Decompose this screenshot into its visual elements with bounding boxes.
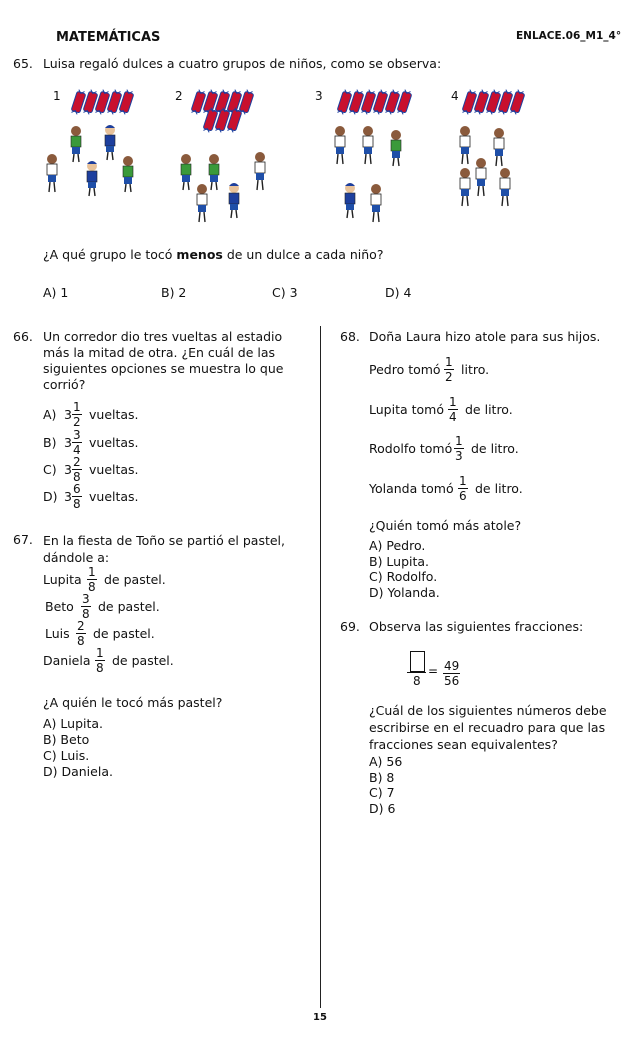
child-icon xyxy=(181,154,191,190)
q65-option-d[interactable]: D) 4 xyxy=(385,285,412,300)
q65-option-c[interactable]: C) 3 xyxy=(272,285,298,300)
q68-option-c[interactable]: C) Rodolfo. xyxy=(369,569,438,584)
q68-option-a[interactable]: A) Pedro. xyxy=(369,538,426,553)
child-icon xyxy=(71,126,81,162)
right-denominator: 56 xyxy=(444,674,460,688)
group-3-label: 3 xyxy=(315,89,323,103)
group-1-label: 1 xyxy=(53,89,61,103)
q69-option-d[interactable]: D) 6 xyxy=(369,801,396,816)
q68-question: ¿Quién tomó más atole? xyxy=(369,518,522,533)
q68-text: Doña Laura hizo atole para sus hijos. xyxy=(369,329,601,344)
equals-sign: = xyxy=(428,664,439,678)
q68-option-d[interactable]: D) Yolanda. xyxy=(369,585,440,600)
q66-text: Un corredor dio tres vueltas al estadio más la mitad de otra. ¿En cuál de las siguientes opciones se muestra lo que corrió? xyxy=(43,329,284,392)
exam-code: ENLACE.06_M1_4° xyxy=(516,30,622,42)
q65-number: 65. xyxy=(13,56,33,71)
child-icon xyxy=(460,126,470,164)
answer-box xyxy=(410,651,425,672)
right-numerator: 49 xyxy=(444,659,460,673)
q69-number: 69. xyxy=(340,619,360,634)
column-divider xyxy=(320,326,321,1008)
q69-option-c[interactable]: C) 7 xyxy=(369,785,395,800)
subject-title: MATEMÁTICAS xyxy=(56,30,161,45)
child-icon xyxy=(335,126,345,164)
group-1-illustration xyxy=(40,86,160,216)
group-3-illustration xyxy=(328,86,428,226)
q67-option-c[interactable]: C) Luis. xyxy=(43,748,90,763)
q65-option-a[interactable]: A) 1 xyxy=(43,285,69,300)
q67-option-b[interactable]: B) Beto xyxy=(43,732,90,747)
q69-prompt: ¿Cuál de los siguientes números debe escribirse en el recuadro para que las fracciones sean equivalentes? xyxy=(369,703,607,752)
q67-number: 67. xyxy=(13,532,33,547)
q69-text: Observa las siguientes fracciones: xyxy=(369,619,584,634)
q67-text: En la fiesta de Toño se partió el pastel, dándole a: xyxy=(43,533,285,565)
left-denominator: 8 xyxy=(413,674,421,688)
page-number: 15 xyxy=(313,1012,327,1023)
q67-option-a[interactable]: A) Lupita. xyxy=(43,716,104,731)
q69-option-a[interactable]: A) 56 xyxy=(369,754,403,769)
group-4-illustration xyxy=(455,86,535,226)
q68-option-b[interactable]: B) Lupita. xyxy=(369,554,430,569)
q69-option-b[interactable]: B) 8 xyxy=(369,770,395,785)
fraction-bar xyxy=(407,672,426,673)
q65-text: Luisa regaló dulces a cuatro grupos de niños, como se observa: xyxy=(43,56,442,71)
group-2-label: 2 xyxy=(175,89,183,103)
q65-question: ¿A qué grupo le tocó menos de un dulce a cada niño? xyxy=(43,247,384,262)
q65-option-b[interactable]: B) 2 xyxy=(161,285,187,300)
group-2-illustration xyxy=(172,86,282,226)
q67-option-d[interactable]: D) Daniela. xyxy=(43,764,113,779)
q68-number: 68. xyxy=(340,329,360,344)
q66-number: 66. xyxy=(13,329,33,344)
group-4-label: 4 xyxy=(451,89,459,103)
q67-question: ¿A quién le tocó más pastel? xyxy=(43,695,223,710)
